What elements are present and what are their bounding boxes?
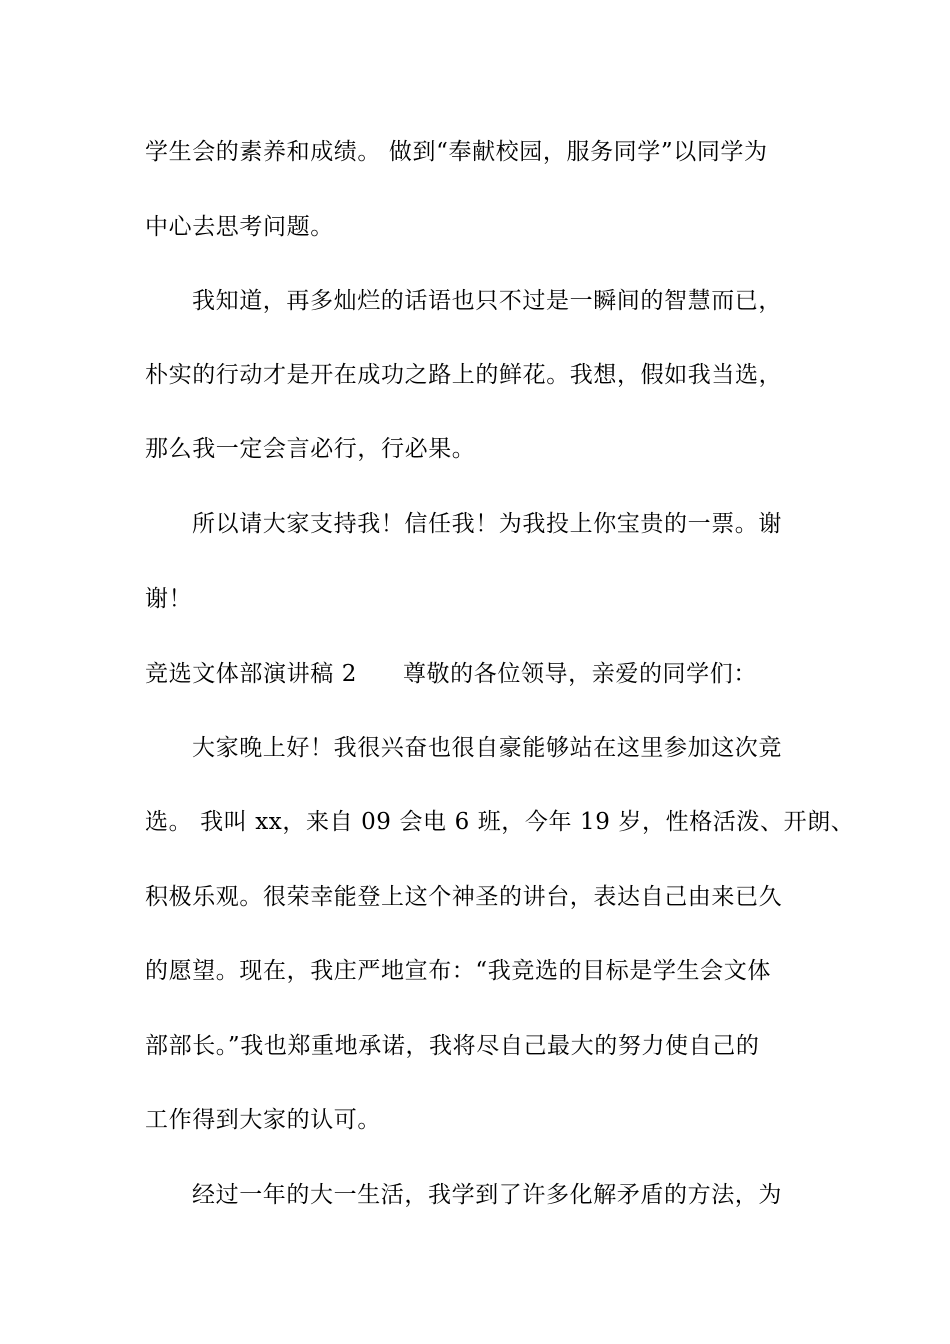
paragraph-line: 学生会的素养和成绩。 做到“奉献校园，服务同学”以同学为: [145, 139, 768, 165]
paragraph-line: 我知道，再多灿烂的话语也只不过是一瞬间的智慧而已，: [192, 288, 782, 314]
paragraph-line: 的愿望。现在，我庄严地宣布：“我竞选的目标是学生会文体: [145, 958, 771, 984]
section-title: 竞选文体部演讲稿 2: [145, 661, 357, 687]
salutation: 尊敬的各位领导，亲爱的同学们：: [402, 661, 757, 687]
paragraph-line: 工作得到大家的认可。: [145, 1107, 381, 1133]
paragraph-line: 中心去思考问题。: [145, 214, 334, 240]
paragraph-line: 谢！: [145, 586, 193, 612]
paragraph-line: 部部长。”我也郑重地承诺，我将尽自己最大的努力使自己的: [145, 1033, 760, 1059]
paragraph-line: 大家晚上好！我很兴奋也很自豪能够站在这里参加这次竞: [192, 735, 782, 761]
paragraph-line: 那么我一定会言必行，行必果。: [145, 436, 476, 462]
paragraph-line: 选。 我叫 xx，来自 09 会电 6 班，今年 19 岁，性格活泼、开朗、: [145, 809, 855, 835]
section-heading-line: [145, 659, 757, 689]
paragraph-line: 所以请大家支持我！信任我！为我投上你宝贵的一票。谢: [192, 511, 782, 537]
paragraph-line: 朴实的行动才是开在成功之路上的鲜花。我想，假如我当选，: [145, 362, 783, 388]
paragraph-line: 积极乐观。很荣幸能登上这个神圣的讲台，表达自己由来已久: [145, 884, 783, 910]
paragraph-line: 经过一年的大一生活，我学到了许多化解矛盾的方法，为: [192, 1182, 782, 1208]
